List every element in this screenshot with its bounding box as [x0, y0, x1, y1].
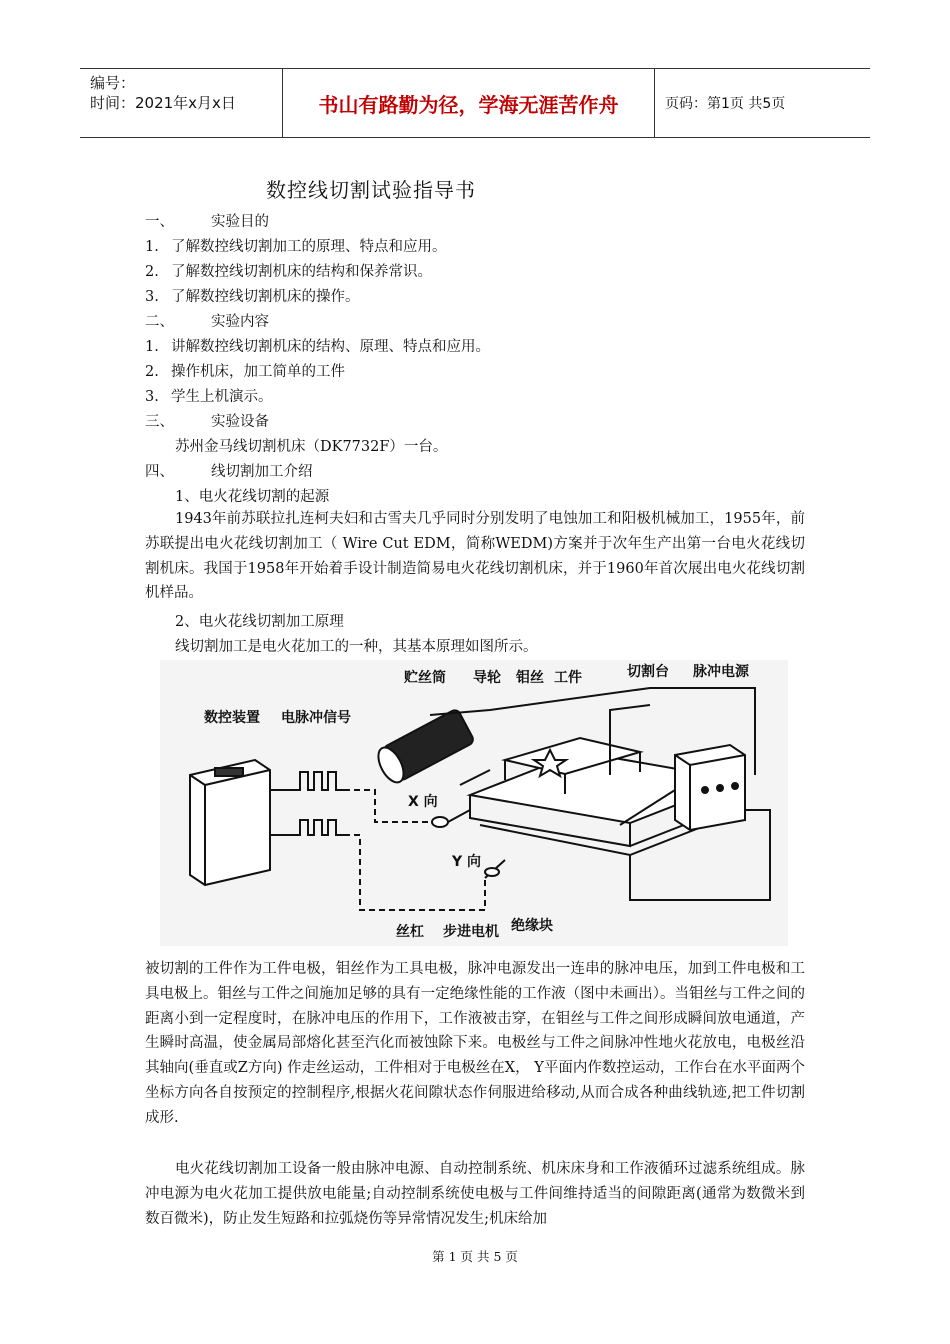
label-x-direction: X 向	[408, 794, 438, 810]
subsection-heading-2: 2、电火花线切割加工原理	[175, 614, 344, 630]
date-label: 时间：2021年x月x日	[90, 94, 236, 112]
intro-text: 线切割加工是电火花加工的一种，其基本原理如图所示。	[175, 639, 538, 655]
list-item: 1. 了解数控线切割加工的原理、特点和应用。	[145, 239, 447, 255]
label-power: 脉冲电源	[693, 664, 749, 680]
section-heading-2: 二、 实验内容	[145, 314, 269, 330]
section-label: 实验目的	[211, 214, 269, 230]
list-item: 1. 讲解数控线切割机床的结构、原理、特点和应用。	[145, 339, 490, 355]
principle-paragraph: 被切割的工件作为工件电极，钼丝作为工具电极，脉冲电源发出一连串的脉冲电压，加到工件电极和工具电极上。钼丝与工件之间施加足够的具有一定绝缘性能的工作液（图中未画出）。当钼丝与工件之间的距离小到一定程度时，在脉冲电压的作用下，工作液被击穿，在钼丝与工件之间形成瞬间放电通道，产生瞬时高温，使金属局部熔化甚至汽化而被蚀除下来。电极丝与工件之间脉冲性地火花放电，电极丝沿其轴向(垂直或Z方向) 作走丝运动，工件相对于电极丝在X， Y平面内作数控运动，工作台在水平面两个坐标方向各自按预定的控制程序,根据火花间隙状态作伺服进给移动,从而合成各种曲线轨迹,把工件切割成形.	[145, 961, 805, 1126]
section-heading-3: 三、 实验设备	[145, 414, 269, 430]
document-title: 数控线切割试验指导书	[266, 178, 476, 202]
label-table: 切割台	[627, 664, 669, 680]
list-item: 2. 了解数控线切割机床的结构和保养常识。	[145, 264, 432, 280]
page-header	[80, 68, 870, 138]
history-paragraph: 1943年前苏联拉扎连柯夫妇和古雪夫几乎同时分别发明了电蚀加工和阳极机械加工，1955年，前苏联提出电火花线切割加工（ Wire Cut EDM，简称WEDM)方案并于次年生产出第一台电火花线切割机床。我国于1958年开始着手设计制造简易电火花线切割机床，并于1960年首次展出电火花线切割机样品。	[145, 511, 805, 602]
label-signal: 电脉冲信号	[281, 710, 351, 726]
label-y-direction: Y 向	[452, 854, 482, 870]
list-item: 3. 了解数控线切割机床的操作。	[145, 289, 360, 305]
list-item: 3. 学生上机演示。	[145, 389, 273, 405]
equipment-text: 苏州金马线切割机床（DK7732F）一台。	[175, 439, 448, 455]
label-wire: 钼丝	[516, 670, 544, 686]
page-footer: 第 1 页 共 5 页	[432, 1249, 518, 1264]
list-item: 2. 操作机床，加工简单的工件	[145, 364, 345, 380]
label-guide: 导轮	[473, 670, 501, 686]
subsection-heading-1: 1、电火花线切割的起源	[175, 489, 330, 505]
label-workpiece: 工件	[554, 670, 582, 686]
header-meta	[80, 69, 283, 137]
header-motto: 书山有路勤为径，学海无涯苦作舟	[283, 69, 655, 137]
label-motor: 步进电机	[443, 924, 499, 940]
label-screw: 丝杠	[396, 924, 424, 940]
label-drum: 贮丝筒	[404, 670, 446, 686]
section-heading-4: 四、 线切割加工介绍	[145, 464, 313, 480]
header-page-label: 页码：第1页 共5页	[665, 96, 786, 112]
section-heading-1	[145, 210, 269, 231]
number-label: 编号：	[90, 74, 136, 92]
label-insulator: 绝缘块	[511, 918, 553, 934]
equipment-paragraph: 电火花线切割加工设备一般由脉冲电源、自动控制系统、机床床身和工作液循环过滤系统组成。脉冲电源为电火花加工提供放电能量;自动控制系统使电极与工件间维持适当的间隙距离(通常为数微米到数百微米)，防止发生短路和拉弧烧伤等异常情况发生;机床给加	[145, 1161, 805, 1227]
wire-edm-diagram	[160, 660, 788, 946]
section-num: 一、	[145, 214, 174, 230]
label-controller: 数控装置	[204, 710, 260, 726]
